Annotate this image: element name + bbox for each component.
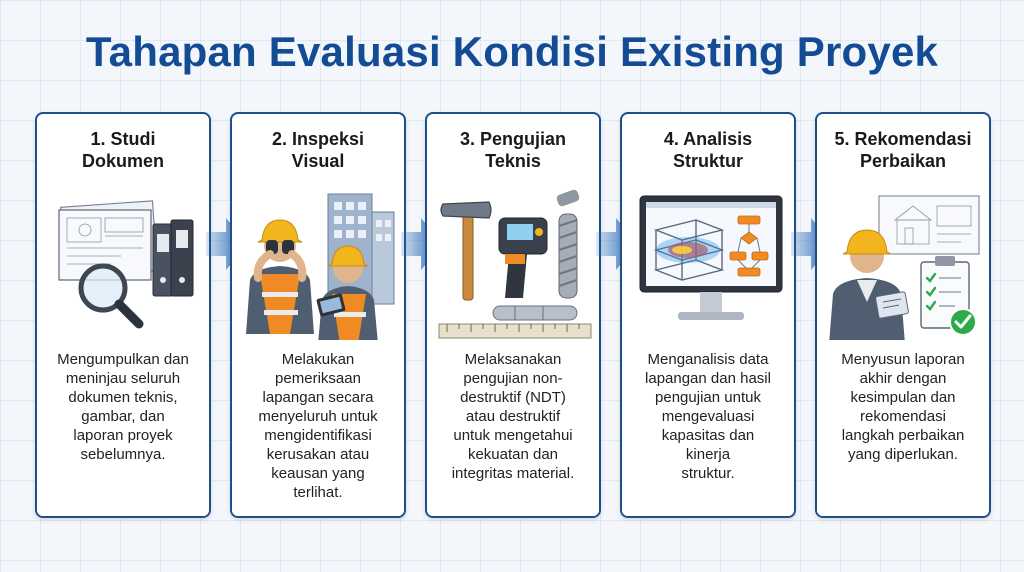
inspectors-binoculars-icon — [236, 184, 404, 344]
page-title: Tahapan Evaluasi Kondisi Existing Proyek — [85, 28, 939, 75]
step-card-1 — [35, 112, 211, 518]
step-card-2 — [230, 112, 406, 518]
step-title: 3. Pengujian Teknis — [459, 129, 567, 171]
document-folder-magnifier-icon — [41, 184, 209, 344]
step-card-4 — [620, 112, 796, 518]
step-card-3 — [425, 112, 601, 518]
step-title: 1. Studi Dokumen — [81, 129, 164, 171]
step-description: Menyusun laporan akhir dengan kesimpulan dan rekomendasi langkah perbaikan yang diperlukan. — [841, 351, 965, 463]
structural-model-monitor-icon — [626, 184, 794, 344]
engineer-checklist-icon — [821, 184, 989, 344]
step-description: Melaksanakan pengujian non- destruktif (NDT) atau destruktif untuk mengetahui kekuatan dan integritas material. — [451, 351, 575, 482]
step-description: Menganalisis data lapangan dan hasil pengujian untuk mengevaluasi kapasitas dan kinerja struktur. — [645, 351, 771, 482]
step-card-5 — [815, 112, 991, 518]
step-description: Mengumpulkan dan meninjau seluruh dokumen teknis, gambar, dan laporan proyek sebelumnya. — [57, 351, 189, 463]
step-title: 5. Rekomendasi Perbaikan — [834, 129, 972, 171]
step-title: 2. Inspeksi Visual — [271, 129, 365, 171]
step-title: 4. Analisis Struktur — [663, 129, 753, 171]
testing-tools-icon — [431, 184, 599, 344]
step-description: Melakukan pemeriksaan lapangan secara menyeluruh untuk mengidentifikasi kerusakan atau keausan yang terlihat. — [258, 351, 378, 501]
